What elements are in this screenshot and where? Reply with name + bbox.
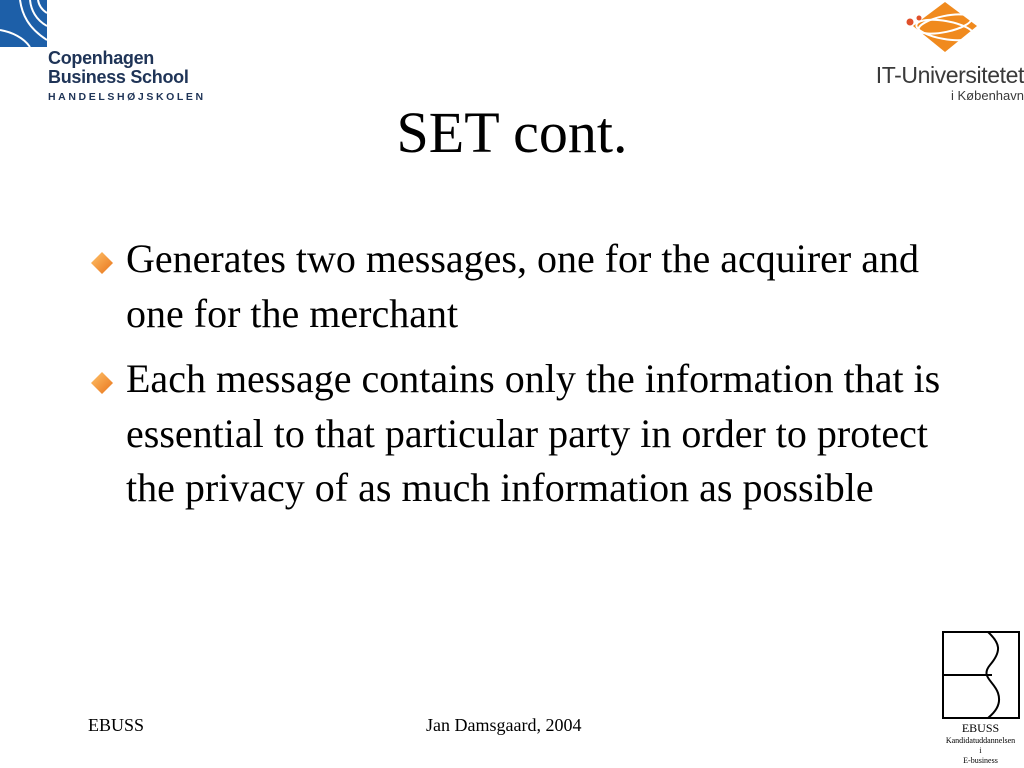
cbs-name-line2: Business School (48, 67, 189, 87)
footer-author: Jan Damsgaard, 2004 (426, 715, 582, 735)
cbs-name (48, 49, 189, 87)
ebuss-mark-icon (942, 631, 1020, 719)
ebuss-badge-title: EBUSS (961, 721, 1000, 735)
bullet-text: Each message contains only the information that is essential to that particular party in order to protect the privacy of as much information as possible (126, 356, 941, 510)
footer-course: EBUSS (88, 715, 145, 735)
slide-title: SET cont. (396, 100, 628, 165)
itu-logo (855, 0, 1024, 110)
ebuss-badge-line2: i (979, 746, 982, 755)
ebuss-badge (937, 630, 1024, 768)
orange-diamond-icon (91, 372, 113, 394)
bullet-item (89, 352, 959, 516)
bullet-item (89, 232, 959, 341)
itu-mark-icon (905, 0, 985, 58)
cbs-name-line1: Copenhagen (48, 48, 155, 68)
bullet-text: Generates two messages, one for the acquirer and one for the merchant (126, 236, 920, 336)
cbs-subtitle: HANDELSHØJSKOLEN (48, 91, 206, 103)
itu-name: IT-Universitetet (875, 62, 1024, 88)
orange-diamond-icon (91, 252, 113, 274)
cbs-mark-icon (0, 0, 47, 47)
ebuss-badge-line3: E-business (963, 756, 998, 765)
itu-subtitle: i København (951, 88, 1024, 103)
cbs-logo (0, 0, 206, 110)
ebuss-badge-line1: Kandidatuddannelsen (945, 736, 1016, 745)
bullet-list (89, 232, 959, 527)
